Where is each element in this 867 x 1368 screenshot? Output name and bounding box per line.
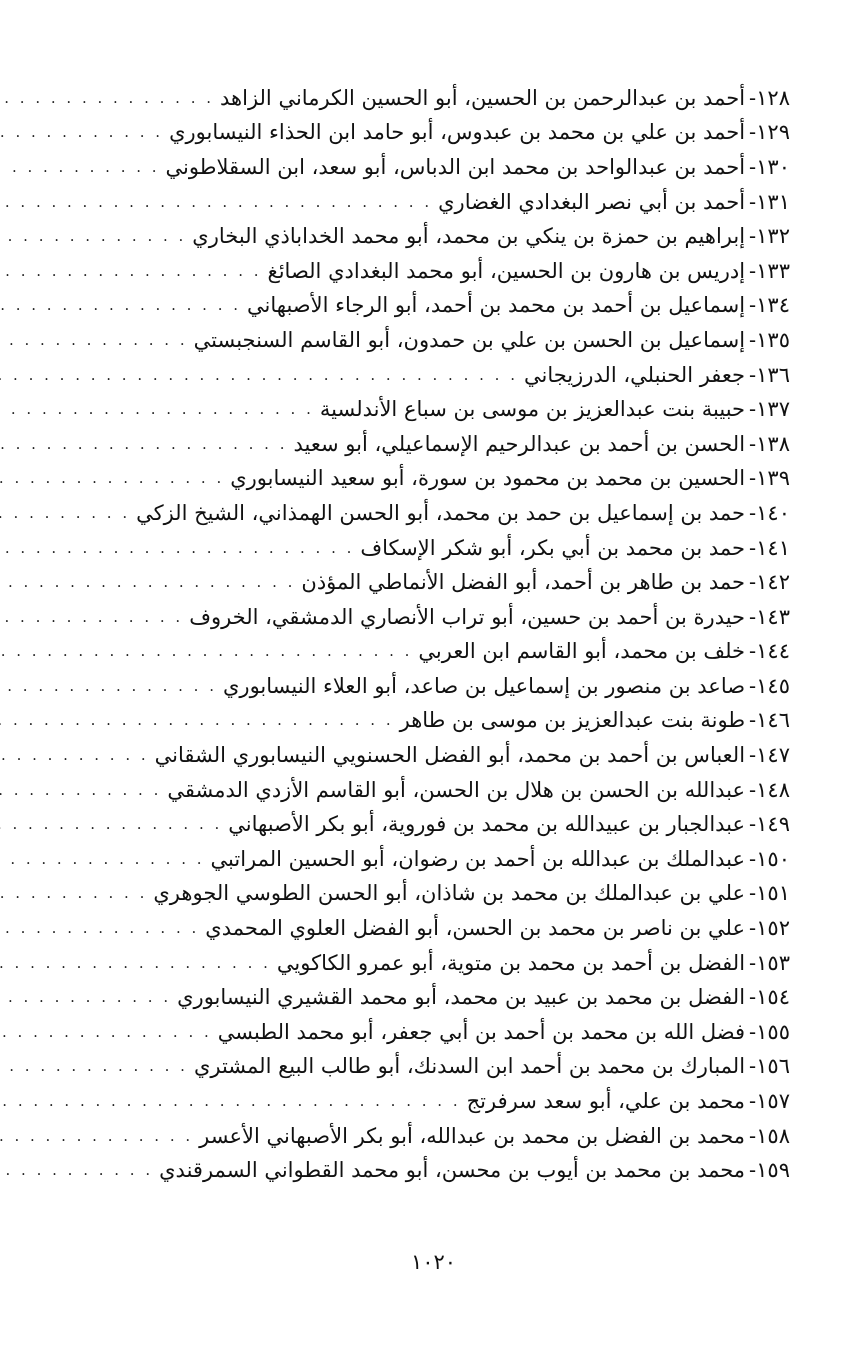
dot-leader <box>0 1025 218 1040</box>
toc-entry <box>38 1119 790 1154</box>
entry-title: إسماعيل بن أحمد بن محمد بن أحمد، أبو الرجاء الأصبهاني <box>247 293 746 318</box>
entry-number: ١٥٤- <box>749 985 790 1010</box>
dot-leader <box>0 1163 159 1178</box>
dot-leader <box>0 817 228 832</box>
page-number: ١٠٢٠ <box>410 1250 457 1274</box>
toc-entry <box>38 600 790 635</box>
entry-number: ١٥٠- <box>749 846 790 871</box>
entry-number: ١٤٥- <box>749 673 790 698</box>
toc-entry <box>38 116 790 151</box>
entry-number: ١٣٧- <box>749 397 790 422</box>
entry-title: علي بن عبدالملك بن محمد بن شاذان، أبو الحسن الطوسي الجوهري <box>153 881 746 906</box>
entry-title: حيدرة بن أحمد بن حسين، أبو تراب الأنصاري الدمشقي، الخروف <box>189 604 746 629</box>
entry-number: ١٥٨- <box>749 1123 790 1148</box>
dot-leader <box>0 298 247 313</box>
entry-title: حبيبة بنت عبدالعزيز بن موسى بن سباع الأندلسية <box>319 397 746 422</box>
dot-leader <box>0 368 524 383</box>
entry-title: أحمد بن أبي نصر البغدادي الغضاري <box>438 189 746 214</box>
entry-number: ١٥٣- <box>749 950 790 975</box>
dot-leader <box>0 575 301 590</box>
entry-title: إبراهيم بن حمزة بن ينكي بن محمد، أبو محمد الخداباذي البخاري <box>192 224 746 249</box>
entry-title: صاعد بن منصور بن إسماعيل بن صاعد، أبو العلاء النيسابوري <box>223 673 746 698</box>
entry-number: ١٣١- <box>749 189 790 214</box>
toc-entry <box>38 807 790 842</box>
dot-leader <box>0 402 320 417</box>
entry-title: علي بن ناصر بن محمد بن الحسن، أبو الفضل العلوي المحمدي <box>205 916 746 941</box>
dot-leader <box>0 1129 199 1144</box>
entry-number: ١٣٩- <box>749 466 790 491</box>
entry-title: محمد بن محمد بن أيوب بن محسن، أبو محمد القطواني السمرقندي <box>159 1158 746 1183</box>
entry-number: ١٥٧- <box>749 1089 790 1114</box>
entry-title: أحمد بن عبدالواحد بن محمد ابن الدباس، أبو سعد، ابن السقلاطوني <box>165 154 746 179</box>
dot-leader <box>0 956 277 971</box>
entry-number: ١٤٠- <box>749 500 790 525</box>
entry-title: محمد بن الفضل بن محمد بن عبدالله، أبو بكر الأصبهاني الأعسر <box>199 1123 746 1148</box>
dot-leader <box>0 160 166 175</box>
entry-title: عبدالله بن الحسن بن هلال بن الحسن، أبو القاسم الأزدي الدمشقي <box>167 777 746 802</box>
toc-entry <box>38 911 790 946</box>
entry-title: عبدالملك بن عبدالله بن أحمد بن رضوان، أبو الحسين المراتبي <box>210 846 746 871</box>
toc-entry <box>38 358 790 393</box>
entry-number: ١٥٥- <box>749 1019 790 1044</box>
dot-leader <box>0 471 230 486</box>
toc-entry <box>38 773 790 808</box>
dot-leader <box>0 886 153 901</box>
dot-leader <box>0 852 211 867</box>
entry-title: محمد بن علي، أبو سعد سرفرتج <box>466 1089 746 1114</box>
entry-title: حمد بن طاهر بن أحمد، أبو الفضل الأنماطي المؤذن <box>301 570 746 595</box>
dot-leader <box>0 713 400 728</box>
toc-entry <box>38 946 790 981</box>
entry-number: ١٤١- <box>749 535 790 560</box>
toc-entry <box>38 289 790 324</box>
dot-leader <box>0 783 167 798</box>
toc-entry <box>38 81 790 116</box>
entry-number: ١٢٨- <box>749 85 790 110</box>
dot-leader <box>0 1094 467 1109</box>
dot-leader <box>0 229 192 244</box>
entry-number: ١٤٩- <box>749 812 790 837</box>
toc-entry <box>38 980 790 1015</box>
toc-entry <box>38 842 790 877</box>
entry-number: ١٥١- <box>749 881 790 906</box>
entry-number: ١٢٩- <box>749 120 790 145</box>
toc-entry <box>38 185 790 220</box>
toc-entry <box>38 1050 790 1085</box>
toc-entry <box>38 565 790 600</box>
dot-leader <box>0 437 294 452</box>
entry-title: الفضل بن محمد بن عبيد بن محمد، أبو محمد القشيري النيسابوري <box>177 985 746 1010</box>
toc-entry <box>38 877 790 912</box>
entry-number: ١٣٤- <box>749 293 790 318</box>
toc-entry <box>38 150 790 185</box>
entry-title: المبارك بن محمد بن أحمد ابن السدنك، أبو طالب البيع المشتري <box>193 1054 746 1079</box>
dot-leader <box>0 1059 194 1074</box>
entry-title: خلف بن محمد، أبو القاسم ابن العربي <box>418 639 746 664</box>
entry-title: فضل الله بن محمد بن أحمد بن أبي جعفر، أبو محمد الطبسي <box>217 1019 746 1044</box>
dot-leader <box>0 541 360 556</box>
toc-entry <box>38 1015 790 1050</box>
dot-leader <box>0 610 189 625</box>
dot-leader <box>0 125 169 140</box>
entry-number: ١٣٦- <box>749 362 790 387</box>
dot-leader <box>0 748 155 763</box>
toc-entry <box>38 1084 790 1119</box>
toc-entry <box>38 427 790 462</box>
entry-title: طونة بنت عبدالعزيز بن موسى بن طاهر <box>399 708 746 733</box>
entry-title: إدريس بن هارون بن الحسين، أبو محمد البغدادي الصائغ <box>267 258 746 283</box>
toc-entry <box>38 462 790 497</box>
entry-title: إسماعيل بن الحسن بن علي بن حمدون، أبو القاسم السنجبستي <box>193 327 746 352</box>
entry-title: عبدالجبار بن عبيدالله بن محمد بن فوروية، أبو بكر الأصبهاني <box>228 812 746 837</box>
entry-number: ١٤٨- <box>749 777 790 802</box>
entry-title: أحمد بن علي بن محمد بن عبدوس، أبو حامد ابن الحذاء النيسابوري <box>169 120 746 145</box>
entry-number: ١٣٠- <box>749 154 790 179</box>
entry-number: ١٤٣- <box>749 604 790 629</box>
toc-entry <box>38 531 790 566</box>
entry-number: ١٣٥- <box>749 327 790 352</box>
entry-number: ١٣٢- <box>749 224 790 249</box>
dot-leader <box>0 91 220 106</box>
dot-leader <box>0 990 177 1005</box>
dot-leader <box>0 264 268 279</box>
toc-entry <box>38 254 790 289</box>
toc-entry <box>38 219 790 254</box>
toc-entry <box>38 496 790 531</box>
entry-number: ١٤٧- <box>749 743 790 768</box>
dot-leader <box>0 679 223 694</box>
entry-number: ١٣٨- <box>749 431 790 456</box>
entry-number: ١٤٦- <box>749 708 790 733</box>
toc-entry <box>38 738 790 773</box>
entry-title: حمد بن محمد بن أبي بكر، أبو شكر الإسكاف <box>360 535 746 560</box>
toc-entry <box>38 635 790 670</box>
table-of-contents <box>38 81 790 1188</box>
entry-title: الفضل بن أحمد بن محمد بن متوية، أبو عمرو الكاكويي <box>276 950 746 975</box>
entry-number: ١٣٣- <box>749 258 790 283</box>
entry-title: حمد بن إسماعيل بن حمد بن محمد، أبو الحسن الهمذاني، الشيخ الزكي <box>136 500 746 525</box>
toc-entry <box>38 704 790 739</box>
entry-number: ١٥٢- <box>749 916 790 941</box>
entry-title: جعفر الحنبلي، الدرزيجاني <box>523 362 746 387</box>
dot-leader <box>0 921 205 936</box>
entry-number: ١٤٢- <box>749 570 790 595</box>
toc-entry <box>38 392 790 427</box>
entry-number: ١٤٤- <box>749 639 790 664</box>
entry-number: ١٥٩- <box>749 1158 790 1183</box>
entry-title: الحسن بن أحمد بن عبدالرحيم الإسماعيلي، أبو سعيد <box>293 431 746 456</box>
toc-entry <box>38 323 790 358</box>
dot-leader <box>0 195 438 210</box>
entry-title: الحسين بن محمد بن محمود بن سورة، أبو سعيد النيسابوري <box>230 466 746 491</box>
dot-leader <box>0 333 194 348</box>
entry-number: ١٥٦- <box>749 1054 790 1079</box>
dot-leader <box>0 506 136 521</box>
dot-leader <box>0 644 418 659</box>
toc-entry <box>38 669 790 704</box>
entry-title: العباس بن أحمد بن محمد، أبو الفضل الحسنويي النيسابوري الشقاني <box>154 743 746 768</box>
toc-entry <box>38 1153 790 1188</box>
entry-title: أحمد بن عبدالرحمن بن الحسين، أبو الحسين الكرماني الزاهد <box>220 85 746 110</box>
